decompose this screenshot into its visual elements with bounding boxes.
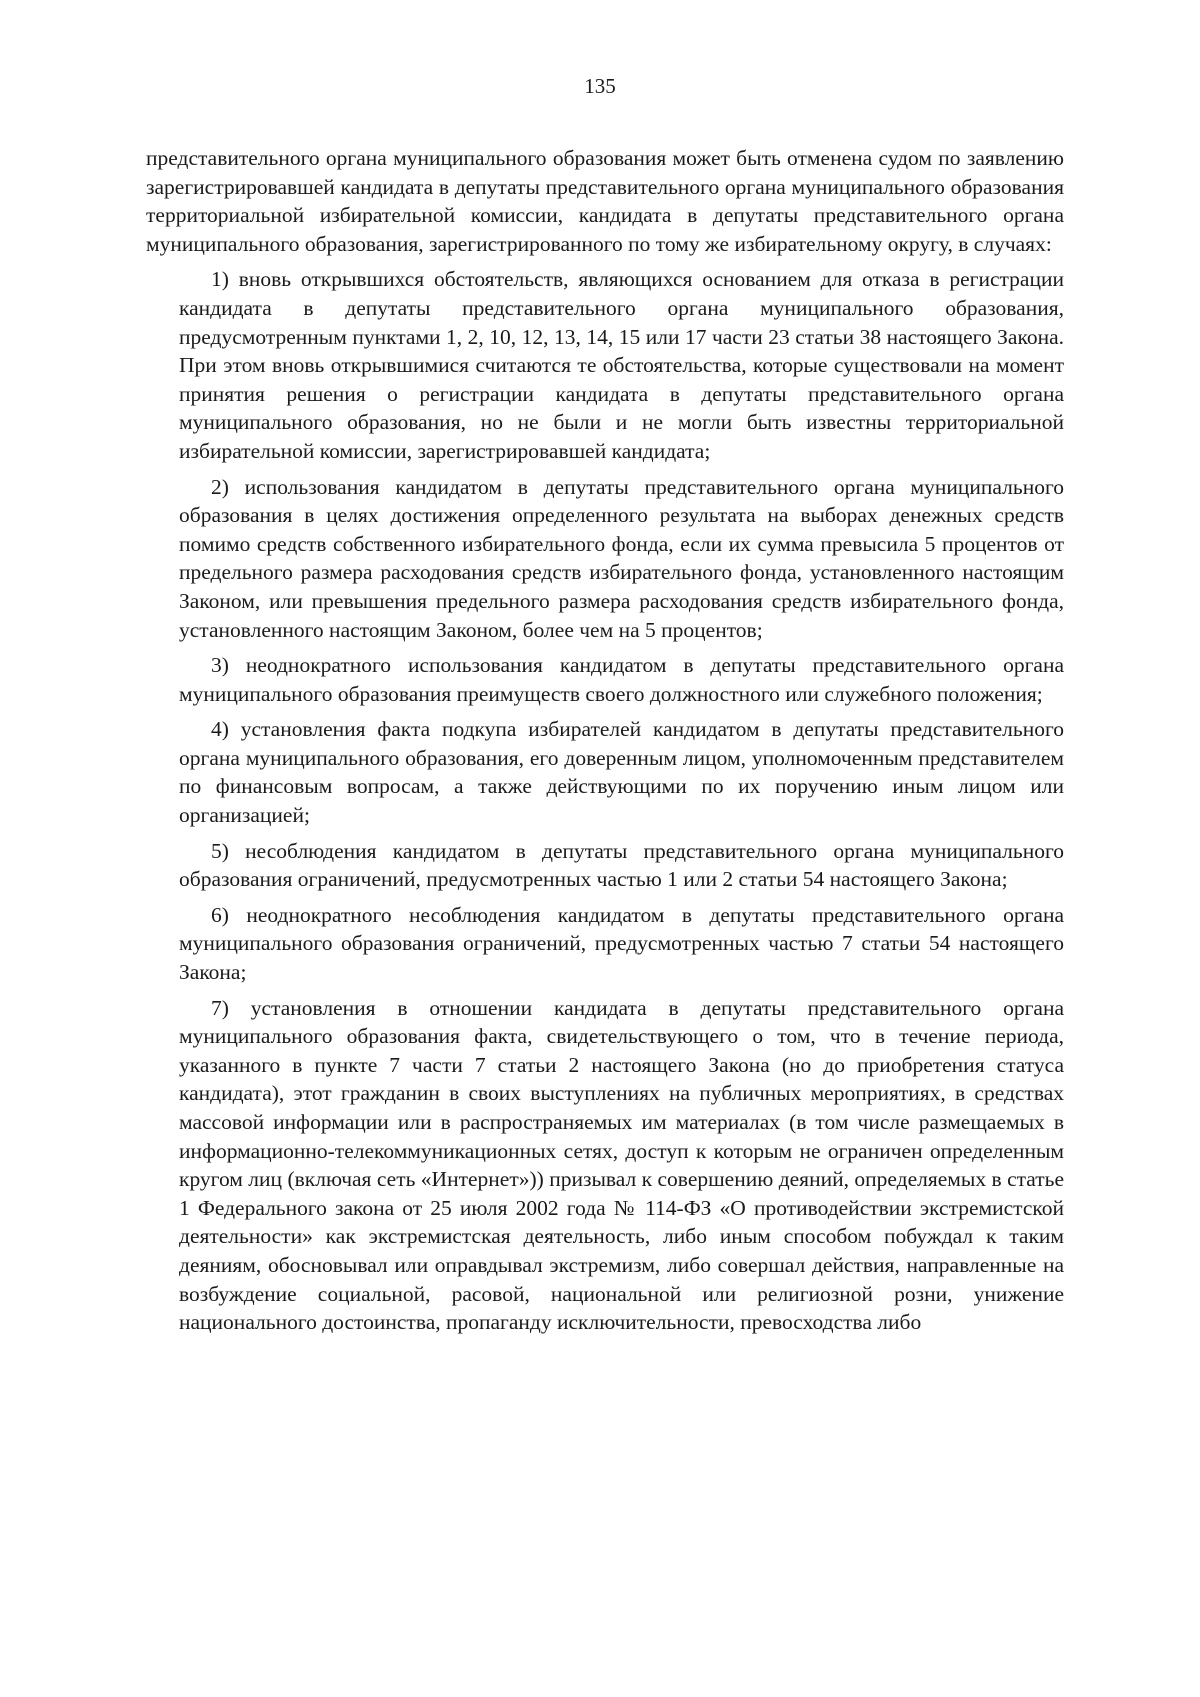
list-item-2: 2) использования кандидатом в депутаты представительного органа муниципального образования в целях достижения определенного результата на выборах денежных средств помимо средств собственного избирательного фонда, если их сумма превысила 5 процентов от предельного размера расходования средств избирательного фонда, установленного настоящим Законом, или превышения предельного размера расходования средств избирательного фонда, установленного настоящим Законом, более чем на 5 процентов;	[179, 474, 1064, 642]
page-number: 135	[584, 74, 616, 98]
document-body	[146, 144, 1064, 1344]
list-item-1: 1) вновь открывшихся обстоятельств, являющихся основанием для отказа в регистрации кандидата в депутаты представительного органа муниципального образования, предусмотренным пунктами 1, 2, 10, 12, 13, 14, 15 или 17 части 23 статьи 38 настоящего Закона. При этом вновь открывшимися считаются те обстоятельства, которые существовали на момент принятия решения о регистрации кандидата в депутаты представительного органа муниципального образования, но не были и не могли быть известны территориальной избирательной комиссии, зарегистрировавшей кандидата;	[179, 267, 1064, 463]
list-item-4: 4) установления факта подкупа избирателей кандидатом в депутаты представительного органа муниципального образования, его доверенным лицом, уполномоченным представителем по финансовым вопросам, а также действующими по их поручению иным лицом или организацией;	[179, 717, 1064, 828]
list-item-6: 6) неоднократного несоблюдения кандидатом в депутаты представительного органа муниципального образования ограничений, предусмотренных частью 7 статьи 54 настоящего Закона;	[179, 902, 1064, 985]
list-item-3: 3) неоднократного использования кандидатом в депутаты представительного органа муниципального образования преимуществ своего должностного или служебного положения;	[179, 653, 1064, 706]
lead-paragraph: представительного органа муниципального образования может быть отменена судом по заявлению зарегистрировавшей кандидата в депутаты представительного органа муниципального образования территориальной избирательной комиссии, кандидата в депутаты представительного органа муниципального образования, зарегистрированного по тому же избирательному округу, в случаях:	[146, 146, 1064, 256]
list-item-5: 5) несоблюдения кандидатом в депутаты представительного органа муниципального образования ограничений, предусмотренных частью 1 или 2 статьи 54 настоящего Закона;	[179, 838, 1064, 892]
list-item-7: 7) установления в отношении кандидата в депутаты представительного органа муниципального образования факта, свидетельствующего о том, что в течение периода, указанного в пункте 7 части 7 статьи 2 настоящего Закона (но до приобретения статуса кандидата), этот гражданин в своих выступлениях на публичных мероприятиях, в средствах массовой информации или в распространяемых им материалах (в том числе размещаемых в информационно-телекоммуникационных сетях, доступ к которым не ограничен определенным кругом лиц (включая сеть «Интернет»)) призывал к совершению деяний, определяемых в статье 1 Федерального закона от 25 июля 2002 года № 114-ФЗ «О противодействии экстремистской деятельности» как экстремистская деятельность, либо иным способом побуждал к таким деяниям, обосновывал или оправдывал экстремизм, либо совершал действия, направленные на возбуждение социальной, расовой, национальной или религиозной розни, унижение национального достоинства, пропаганду исключительности, превосходства либо	[179, 995, 1064, 1335]
